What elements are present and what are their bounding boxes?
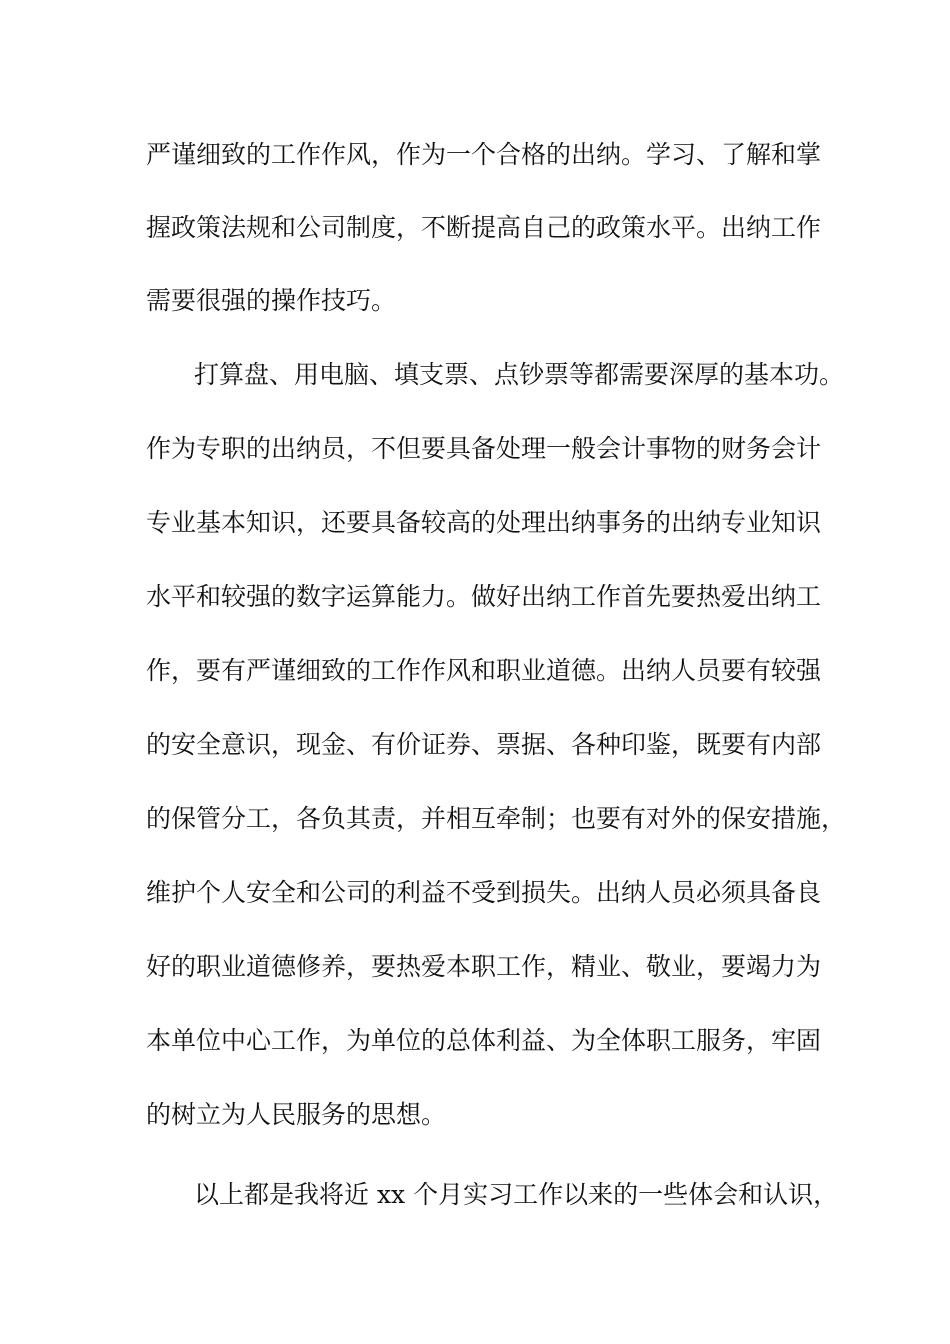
text-line: 水平和较强的数字运算能力。做好出纳工作首先要热爱出纳工: [146, 582, 822, 611]
text-line: 好的职业道德修养，要热爱本职工作，精业、敬业，要竭力为: [146, 952, 822, 981]
text-line: 专业基本知识，还要具备较高的处理出纳事务的出纳专业知识: [146, 508, 822, 537]
text-line: 本单位中心工作，为单位的总体利益、为全体职工服务，牢固: [146, 1026, 822, 1055]
text-line: 维护个人安全和公司的利益不受到损失。出纳人员必须具备良: [146, 878, 822, 907]
paragraph-start-line: 打算盘、用电脑、填支票、点钞票等都需要深厚的基本功。: [194, 360, 845, 389]
text-line: 作，要有严谨细致的工作作风和职业道德。出纳人员要有较强: [146, 656, 822, 685]
paragraph-start-line: 以上都是我将近 xx 个月实习工作以来的一些体会和认识，: [194, 1180, 839, 1209]
text-line: 需要很强的操作技巧。: [146, 286, 397, 315]
text-line: 严谨细致的工作作风，作为一个合格的出纳。学习、了解和掌: [146, 140, 822, 169]
text-line: 的保管分工，各负其责，并相互牵制；也要有对外的保安措施，: [146, 804, 847, 833]
text-line: 的树立为人民服务的思想。: [146, 1100, 447, 1129]
text-line: 的安全意识，现金、有价证券、票据、各种印鉴，既要有内部: [146, 730, 822, 759]
text-line: 握政策法规和公司制度，不断提高自己的政策水平。出纳工作: [146, 213, 822, 242]
text-line: 作为专职的出纳员，不但要具备处理一般会计事物的财务会计: [146, 434, 822, 463]
